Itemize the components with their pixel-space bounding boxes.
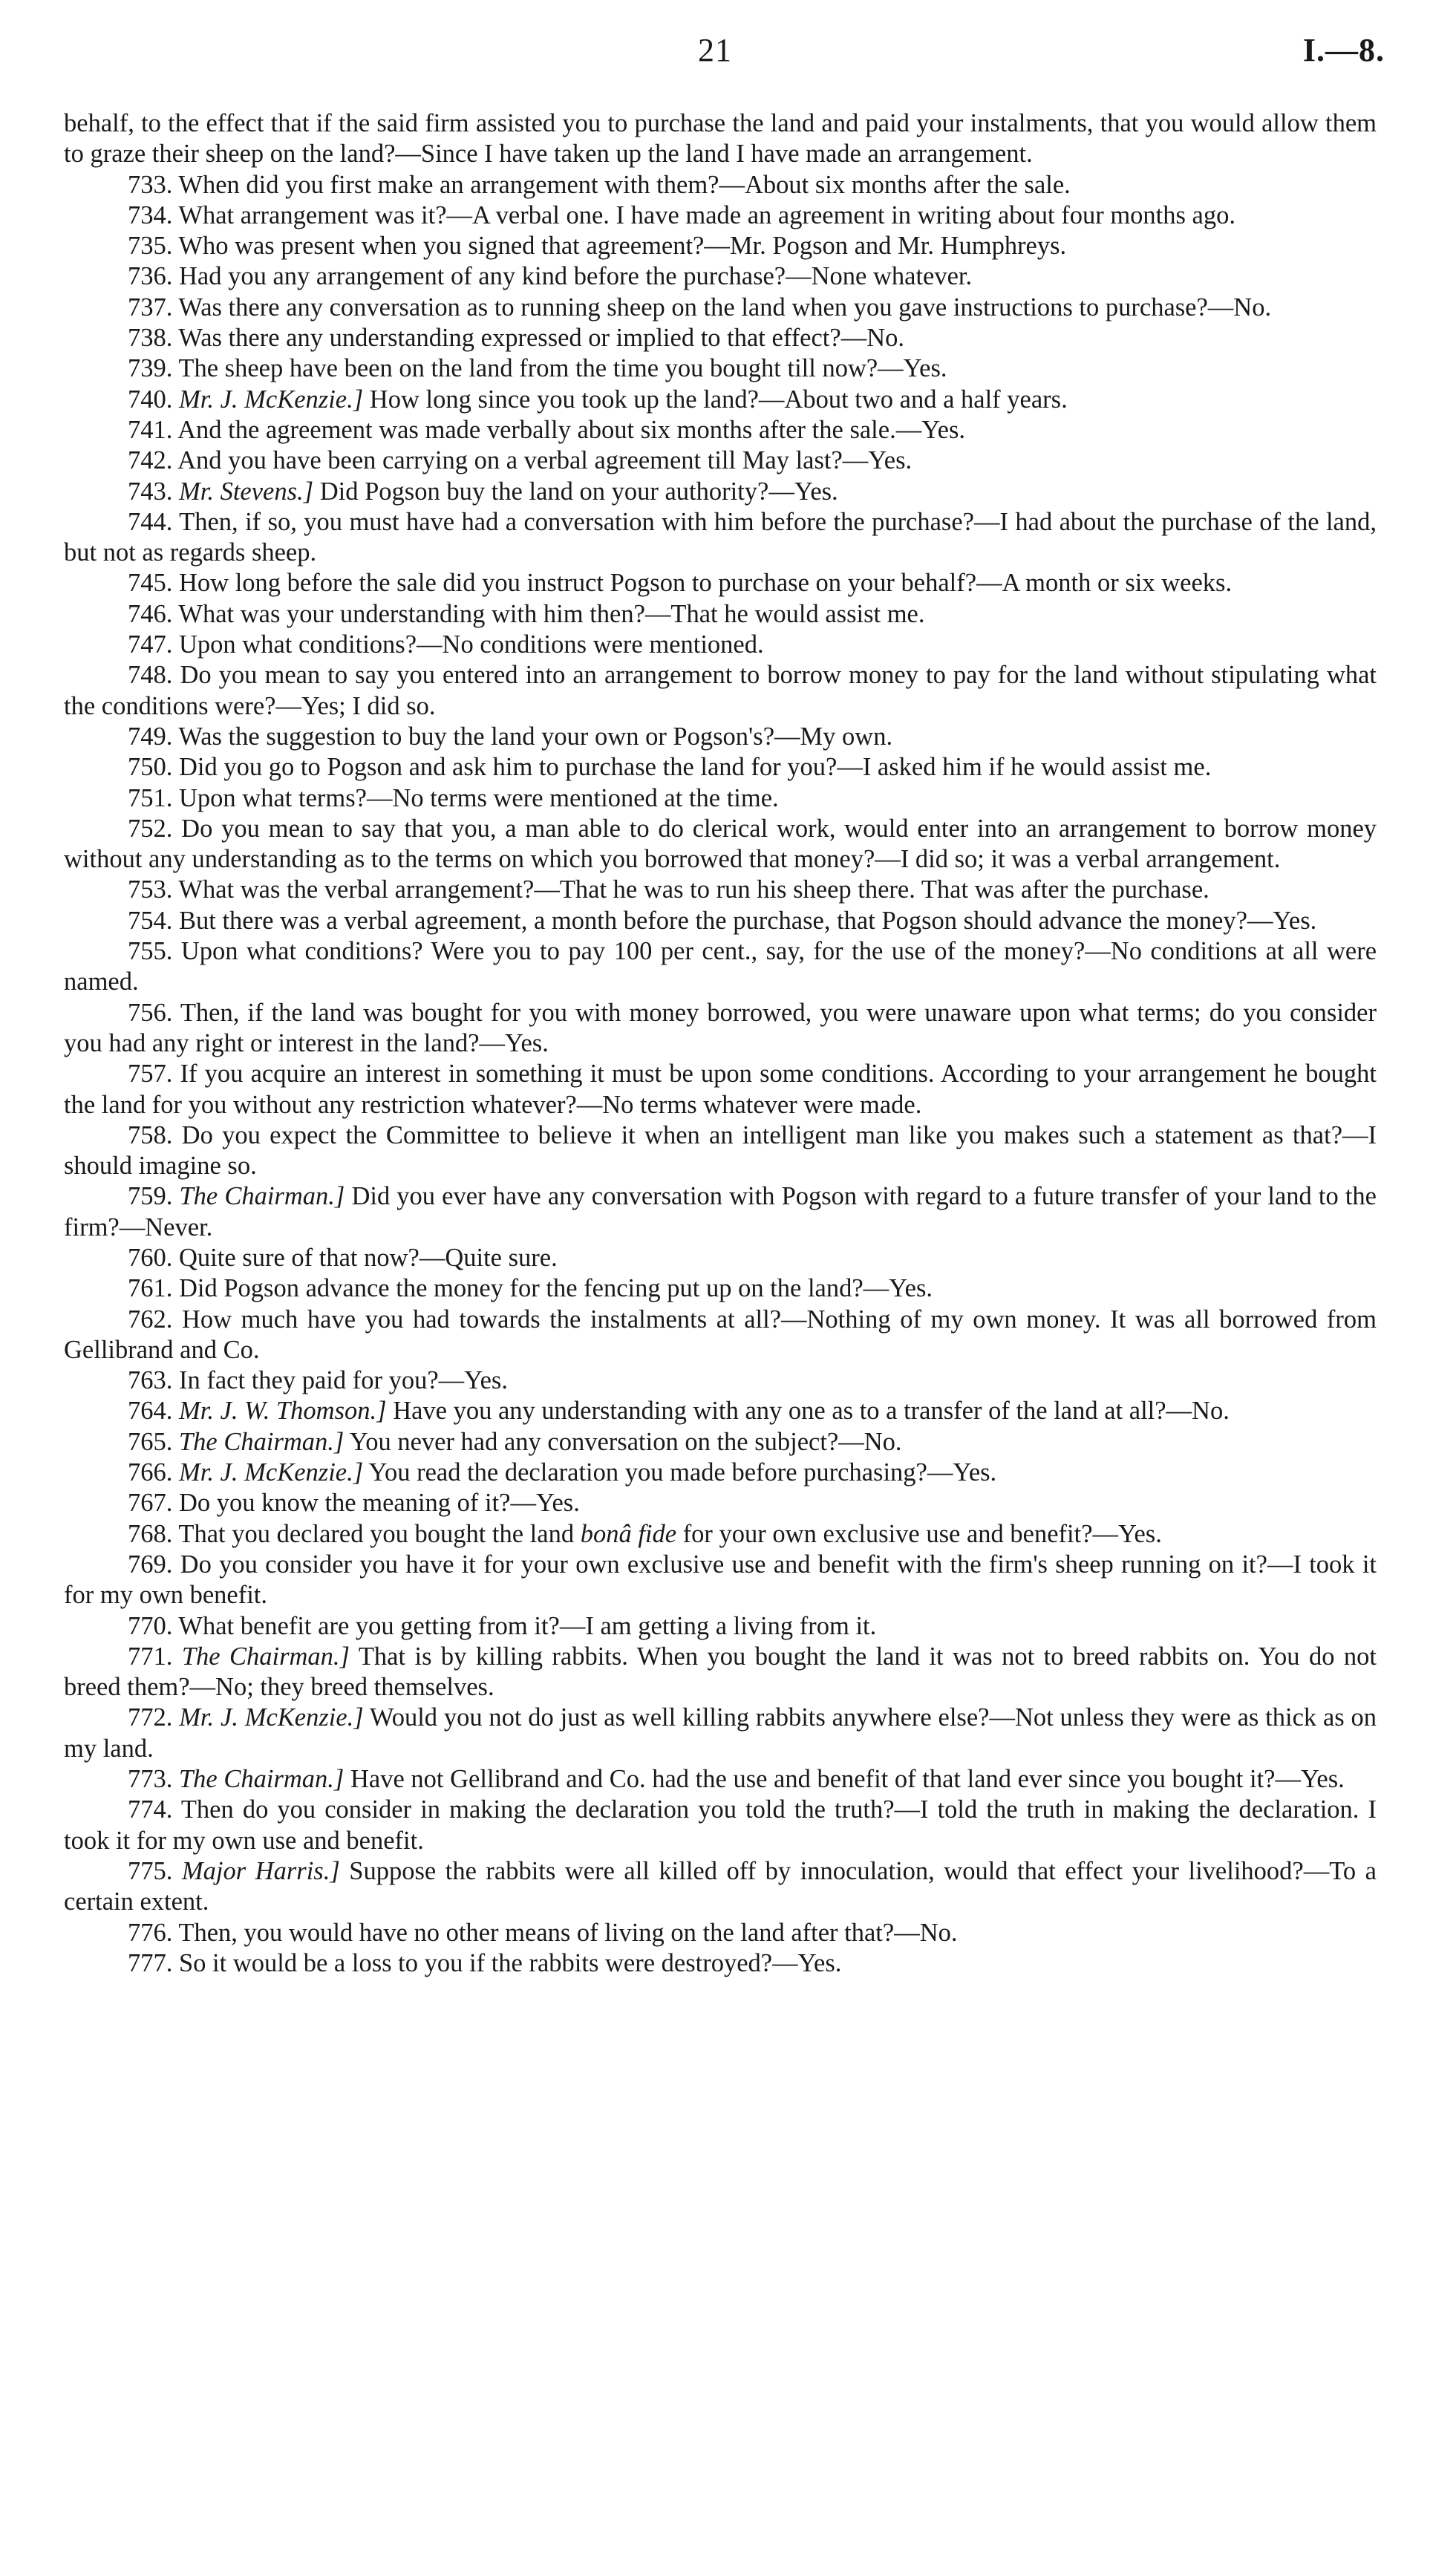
question-number: 750. — [128, 753, 173, 782]
question-number: 771. — [128, 1642, 173, 1671]
question-answer-text: Suppose the rabbits were all killed off by innoculation, would that effect your livelihood?—To a certain extent. — [64, 1856, 1377, 1916]
question-number: 773. — [128, 1765, 173, 1794]
evidence-paragraph — [64, 568, 1377, 598]
question-answer-text: But there was a verbal agreement, a month before the purchase, that Pogson should advance the money?—Yes. — [179, 906, 1317, 935]
question-number: 755. — [128, 937, 173, 966]
evidence-paragraph — [64, 231, 1377, 261]
evidence-paragraph — [64, 1764, 1377, 1795]
question-answer-text: The sheep have been on the land from the time you bought till now?—Yes. — [178, 354, 947, 383]
evidence-paragraph — [64, 1427, 1377, 1458]
question-answer-text: Do you know the meaning of it?—Yes. — [179, 1489, 580, 1518]
question-number: 733. — [128, 170, 173, 199]
question-number: 774. — [128, 1795, 173, 1824]
evidence-paragraph — [64, 200, 1377, 231]
question-answer-text: Then, you would have no other means of living on the land after that?—No. — [178, 1918, 958, 1947]
question-answer-text: You never had any conversation on the subject?—No. — [349, 1427, 902, 1456]
evidence-paragraph — [64, 1305, 1377, 1366]
question-answer-text: behalf, to the effect that if the said firm assisted you to purchase the land and paid your instalments, that you would allow them to graze their sheep on the land?—Since I have taken up the land I have made an arrangement. — [64, 109, 1377, 169]
question-answer-text: Was there any conversation as to running sheep on the land when you gave instructions to purchase?—No. — [178, 293, 1272, 322]
question-number: 772. — [128, 1703, 173, 1732]
question-answer-text: Was the suggestion to buy the land your own or Pogson's?—My own. — [178, 722, 893, 751]
evidence-paragraph — [64, 814, 1377, 875]
question-answer-text: What was your understanding with him then?—That he would assist me. — [178, 599, 925, 628]
speaker-name: The Chairman.] — [179, 1182, 345, 1211]
question-number: 760. — [128, 1243, 173, 1272]
question-answer-text: Have you any understanding with any one as to a transfer of the land at all?—No. — [393, 1397, 1230, 1426]
question-answer-text: Then, if so, you must have had a conversation with him before the purchase?—I had about the purchase of the land, but not as regards sheep. — [64, 507, 1377, 567]
question-answer-text: Did Pogson advance the money for the fencing put up on the land?—Yes. — [179, 1274, 933, 1303]
question-answer-text: Quite sure of that now?—Quite sure. — [179, 1243, 558, 1272]
question-number: 763. — [128, 1366, 173, 1395]
question-answer-text: Did Pogson buy the land on your authority?—Yes. — [319, 477, 838, 506]
evidence-paragraph — [64, 783, 1377, 814]
evidence-text — [64, 108, 1377, 1979]
question-answer-text: Upon what conditions? Were you to pay 100 per cent., say, for the use of the money?—No conditions at all were named. — [64, 937, 1377, 996]
question-answer-text: Had you any arrangement of any kind before the purchase?—None whatever. — [179, 262, 973, 291]
evidence-paragraph — [64, 1365, 1377, 1396]
question-answer-text: Did you go to Pogson and ask him to purchase the land for you?—I asked him if he would assist me. — [179, 753, 1212, 782]
evidence-paragraph — [64, 1948, 1377, 1979]
evidence-paragraph — [64, 1243, 1377, 1273]
evidence-paragraph — [64, 1519, 1377, 1550]
question-number: 749. — [128, 722, 173, 751]
question-answer-text: Do you expect the Committee to believe it when an intelligent man like you makes such a statement as that?—I should imagine so. — [64, 1120, 1377, 1181]
question-number: 744. — [128, 507, 173, 536]
evidence-paragraph — [64, 599, 1377, 630]
speaker-name: Mr. Stevens.] — [179, 477, 314, 506]
evidence-paragraph — [64, 906, 1377, 936]
question-number: 752. — [128, 814, 173, 843]
question-answer-text: How much have you had towards the instalments at all?—Nothing of my own money. It was all borrowed from Gellibrand and Co. — [64, 1305, 1377, 1364]
question-answer-text: Upon what terms?—No terms were mentioned at the time. — [179, 783, 779, 812]
question-number: 768. — [128, 1519, 173, 1548]
question-answer-text: What arrangement was it?—A verbal one. I have made an agreement in writing about four months ago. — [178, 200, 1235, 229]
evidence-paragraph — [64, 1642, 1377, 1703]
question-number: 743. — [128, 477, 173, 506]
evidence-paragraph — [64, 385, 1377, 415]
speaker-name: The Chairman.] — [179, 1765, 345, 1794]
speaker-name: The Chairman.] — [181, 1642, 350, 1671]
speaker-name: The Chairman.] — [179, 1427, 345, 1456]
question-number: 776. — [128, 1918, 173, 1947]
evidence-paragraph — [64, 936, 1377, 998]
speaker-name: Major Harris.] — [181, 1856, 340, 1885]
evidence-paragraph — [64, 660, 1377, 722]
question-answer-text: Was there any understanding expressed or implied to that effect?—No. — [178, 324, 904, 353]
question-number: 748. — [128, 661, 173, 690]
question-answer-text: Would you not do just as well killing rabbits anywhere else?—Not unless they were as thick as on my land. — [64, 1703, 1377, 1763]
question-number: 758. — [128, 1120, 173, 1149]
evidence-paragraph — [64, 1703, 1377, 1764]
evidence-paragraph — [64, 1120, 1377, 1182]
evidence-paragraph — [64, 998, 1377, 1060]
question-number: 761. — [128, 1274, 173, 1303]
question-number: 766. — [128, 1458, 173, 1487]
question-number: 738. — [128, 324, 173, 353]
question-answer-text: That is by killing rabbits. When you bought the land it was not to breed rabbits on. You do not breed them?—No; they breed themselves. — [64, 1642, 1377, 1702]
question-number: 775. — [128, 1856, 173, 1885]
question-answer-text: Then, if the land was bought for you with money borrowed, you were unaware upon what terms; do you consider you had any right or interest in the land?—Yes. — [64, 998, 1377, 1057]
speaker-name: Mr. J. McKenzie.] — [179, 385, 364, 414]
question-answer-text: Do you consider you have it for your own exclusive use and benefit with the firm's sheep running on it?—I took it for my own benefit. — [64, 1550, 1377, 1610]
question-answer-text: What was the verbal arrangement?—That he was to run his sheep there. That was after the purchase. — [178, 875, 1209, 904]
latin-term: bonâ fide — [580, 1519, 677, 1548]
evidence-paragraph — [64, 170, 1377, 200]
speaker-name: Mr. J. McKenzie.] — [179, 1703, 364, 1732]
evidence-paragraph — [64, 507, 1377, 569]
question-number: 757. — [128, 1060, 173, 1089]
question-number: 740. — [128, 385, 173, 414]
evidence-paragraph — [64, 1488, 1377, 1518]
evidence-paragraph — [64, 261, 1377, 292]
evidence-paragraph — [64, 1795, 1377, 1856]
question-answer-text: So it would be a loss to you if the rabbits were destroyed?—Yes. — [179, 1948, 842, 1977]
question-answer-text: And you have been carrying on a verbal agreement till May last?—Yes. — [177, 446, 913, 475]
question-answer-text: And the agreement was made verbally about six months after the sale.—Yes. — [177, 415, 966, 444]
question-number: 737. — [128, 293, 173, 322]
speaker-name: Mr. J. McKenzie.] — [179, 1458, 364, 1487]
evidence-paragraph — [64, 630, 1377, 660]
evidence-paragraph — [64, 1458, 1377, 1488]
question-number: 736. — [128, 262, 173, 291]
question-number: 759. — [128, 1182, 173, 1211]
question-answer-text: When did you first make an arrangement with them?—About six months after the sale. — [178, 170, 1071, 199]
question-number: 777. — [128, 1948, 173, 1977]
question-number: 769. — [128, 1550, 173, 1579]
question-answer-text: If you acquire an interest in something it must be upon some conditions. According to your arrangement he bought the land for you without any restriction whatever?—No terms whatever were made. — [64, 1060, 1377, 1119]
question-number: 762. — [128, 1305, 173, 1334]
evidence-paragraph — [64, 1550, 1377, 1611]
evidence-paragraph — [64, 108, 1377, 170]
evidence-paragraph — [64, 293, 1377, 323]
evidence-paragraph — [64, 752, 1377, 783]
question-number: 753. — [128, 875, 173, 904]
question-number: 745. — [128, 569, 173, 598]
evidence-paragraph — [64, 1181, 1377, 1243]
evidence-paragraph — [64, 415, 1377, 446]
question-answer-text: How long since you took up the land?—About two and a half years. — [369, 385, 1068, 414]
page-number: 21 — [698, 32, 732, 68]
question-number: 754. — [128, 906, 173, 935]
question-number: 742. — [128, 446, 173, 475]
evidence-paragraph — [64, 875, 1377, 905]
question-number: 756. — [128, 998, 173, 1027]
question-answer-text: Did you ever have any conversation with Pogson with regard to a future transfer of your land to the firm?—Never. — [64, 1182, 1377, 1241]
question-number: 765. — [128, 1427, 173, 1456]
evidence-paragraph — [64, 1059, 1377, 1120]
question-number: 770. — [128, 1611, 173, 1640]
question-answer-text: That you declared you bought the land — [178, 1519, 575, 1548]
question-answer-text: Do you mean to say you entered into an arrangement to borrow money to pay for the land without stipulating what the conditions were?—Yes; I did so. — [64, 661, 1377, 720]
evidence-paragraph — [64, 1918, 1377, 1948]
question-answer-text: In fact they paid for you?—Yes. — [179, 1366, 508, 1395]
page-header — [0, 31, 1456, 76]
speaker-name: Mr. J. W. Thomson.] — [179, 1397, 387, 1426]
evidence-paragraph — [64, 1611, 1377, 1642]
question-number: 746. — [128, 599, 173, 628]
question-answer-text: Then do you consider in making the declaration you told the truth?—I told the truth in making the declaration. I took it for my own use and benefit. — [64, 1795, 1377, 1855]
evidence-paragraph — [64, 1856, 1377, 1918]
question-number: 747. — [128, 630, 173, 659]
evidence-paragraph — [64, 353, 1377, 384]
evidence-paragraph — [64, 323, 1377, 353]
question-answer-text: Upon what conditions?—No conditions were mentioned. — [179, 630, 764, 659]
question-number: 741. — [128, 415, 173, 444]
document-reference: I.—8. — [1302, 32, 1385, 68]
evidence-paragraph — [64, 1396, 1377, 1426]
question-answer-text: How long before the sale did you instruct Pogson to purchase on your behalf?—A month or six weeks. — [179, 569, 1233, 598]
question-number: 735. — [128, 232, 173, 261]
question-number: 734. — [128, 200, 173, 229]
evidence-paragraph — [64, 722, 1377, 752]
question-number: 764. — [128, 1397, 173, 1426]
question-answer-text: for your own exclusive use and benefit?—Yes. — [682, 1519, 1162, 1548]
question-answer-text: Have not Gellibrand and Co. had the use and benefit of that land ever since you bought it?—Yes. — [350, 1765, 1345, 1794]
question-answer-text: Do you mean to say that you, a man able to do clerical work, would enter into an arrangement to borrow money without any understanding as to the terms on which you borrowed that money?—I did so; it was a verbal arrangement. — [64, 814, 1377, 874]
question-answer-text: You read the declaration you made before purchasing?—Yes. — [368, 1458, 997, 1487]
question-answer-text: Who was present when you signed that agreement?—Mr. Pogson and Mr. Humphreys. — [178, 232, 1067, 261]
question-number: 751. — [128, 783, 173, 812]
question-answer-text: What benefit are you getting from it?—I am getting a living from it. — [178, 1611, 877, 1640]
evidence-paragraph — [64, 477, 1377, 507]
question-number: 739. — [128, 354, 173, 383]
evidence-paragraph — [64, 446, 1377, 476]
question-number: 767. — [128, 1489, 173, 1518]
evidence-paragraph — [64, 1273, 1377, 1304]
